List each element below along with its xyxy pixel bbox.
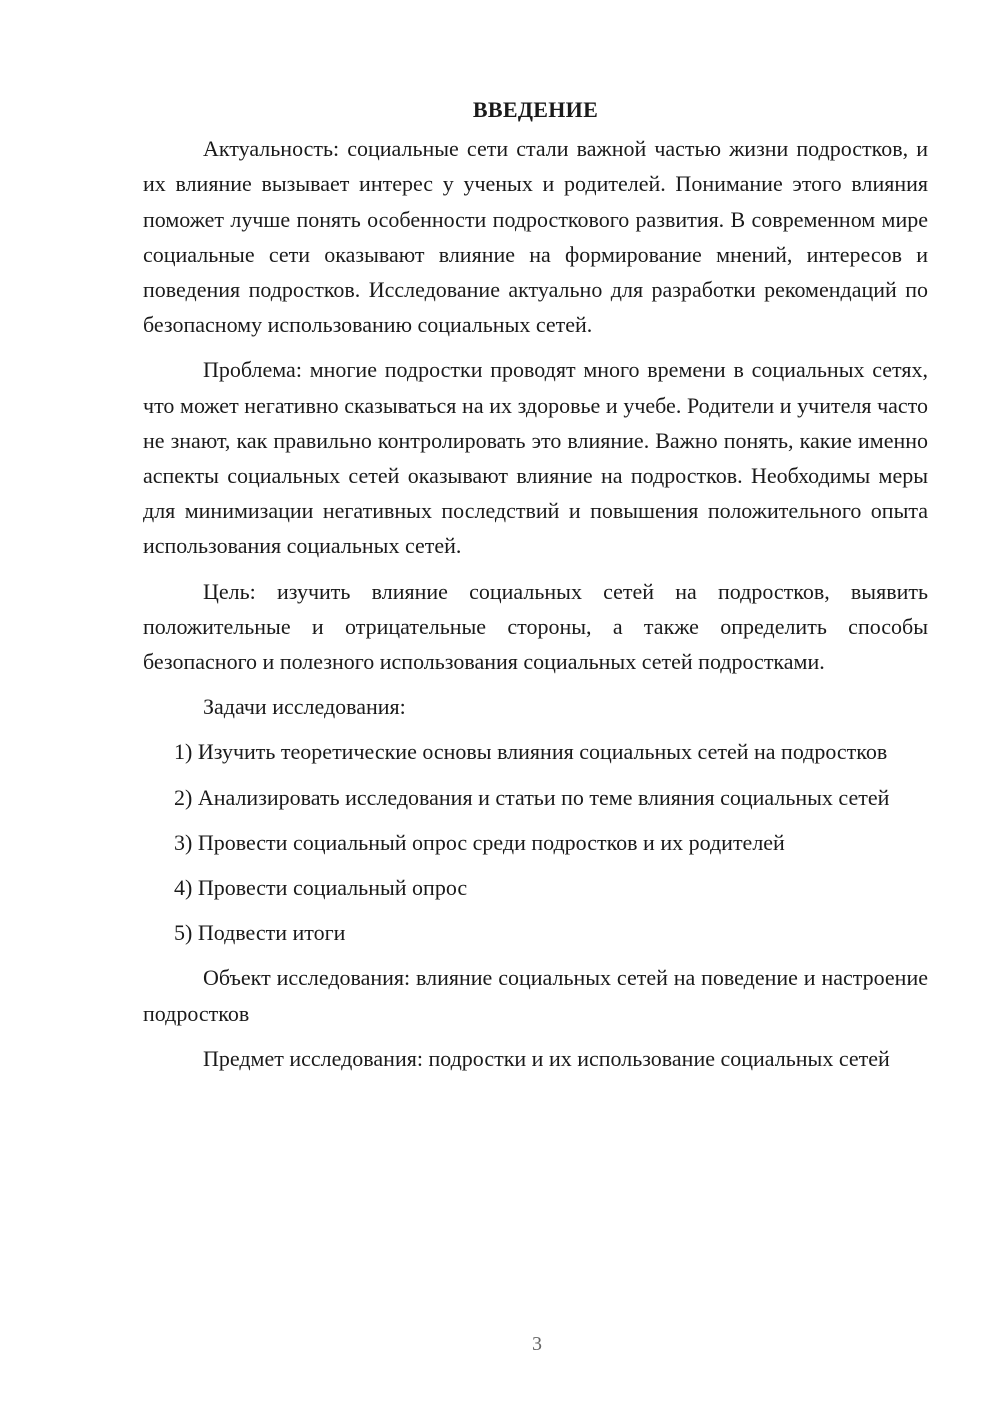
research-object-paragraph: Объект исследования: влияние социальных сетей на поведение и настроение подростков xyxy=(143,965,928,1026)
page-content xyxy=(143,92,928,1086)
tasks-heading: Задачи исследования: xyxy=(203,694,406,720)
task-item-3: 3) Провести социальный опрос среди подростков и их родителей xyxy=(174,829,785,855)
task-item-1: 1) Изучить теоретические основы влияния социальных сетей на подростков xyxy=(174,739,888,765)
problem-paragraph: Проблема: многие подростки проводят много времени в социальных сетях, что может негативно сказываться на их здоровье и учебе. Родители и учителя часто не знают, как правильно контролировать это влияние. Важно понять, какие именно аспекты социальных сетей оказывают влияние на подростков. Необходимы меры для минимизации негативных последствий и повышения положительного опыта использования социальных сетей. xyxy=(143,357,928,559)
page-number: 3 xyxy=(532,1333,542,1355)
task-item-2: 2) Анализировать исследования и статьи по теме влияния социальных сетей xyxy=(174,784,890,810)
section-title: ВВЕДЕНИЕ xyxy=(472,97,599,122)
task-item-4: 4) Провести социальный опрос xyxy=(174,875,468,901)
task-item-5: 5) Подвести итоги xyxy=(174,920,346,946)
goal-paragraph: Цель: изучить влияние социальных сетей на подростков, выявить положительные и отрицательные стороны, а также определить способы безопасного и полезного использования социальных сетей подростками. xyxy=(143,578,928,675)
research-subject-paragraph: Предмет исследования: подростки и их использование социальных сетей xyxy=(203,1045,890,1071)
relevance-paragraph: Актуальность: социальные сети стали важной частью жизни подростков, и их влияние вызывает интерес у ученых и родителей. Понимание этого влияния поможет лучше понять особенности подросткового развития. В современном мире социальные сети оказывают влияние на формирование мнений, интересов и поведения подростков. Исследование актуально для разработки рекомендаций по безопасному использованию социальных сетей. xyxy=(143,136,928,338)
